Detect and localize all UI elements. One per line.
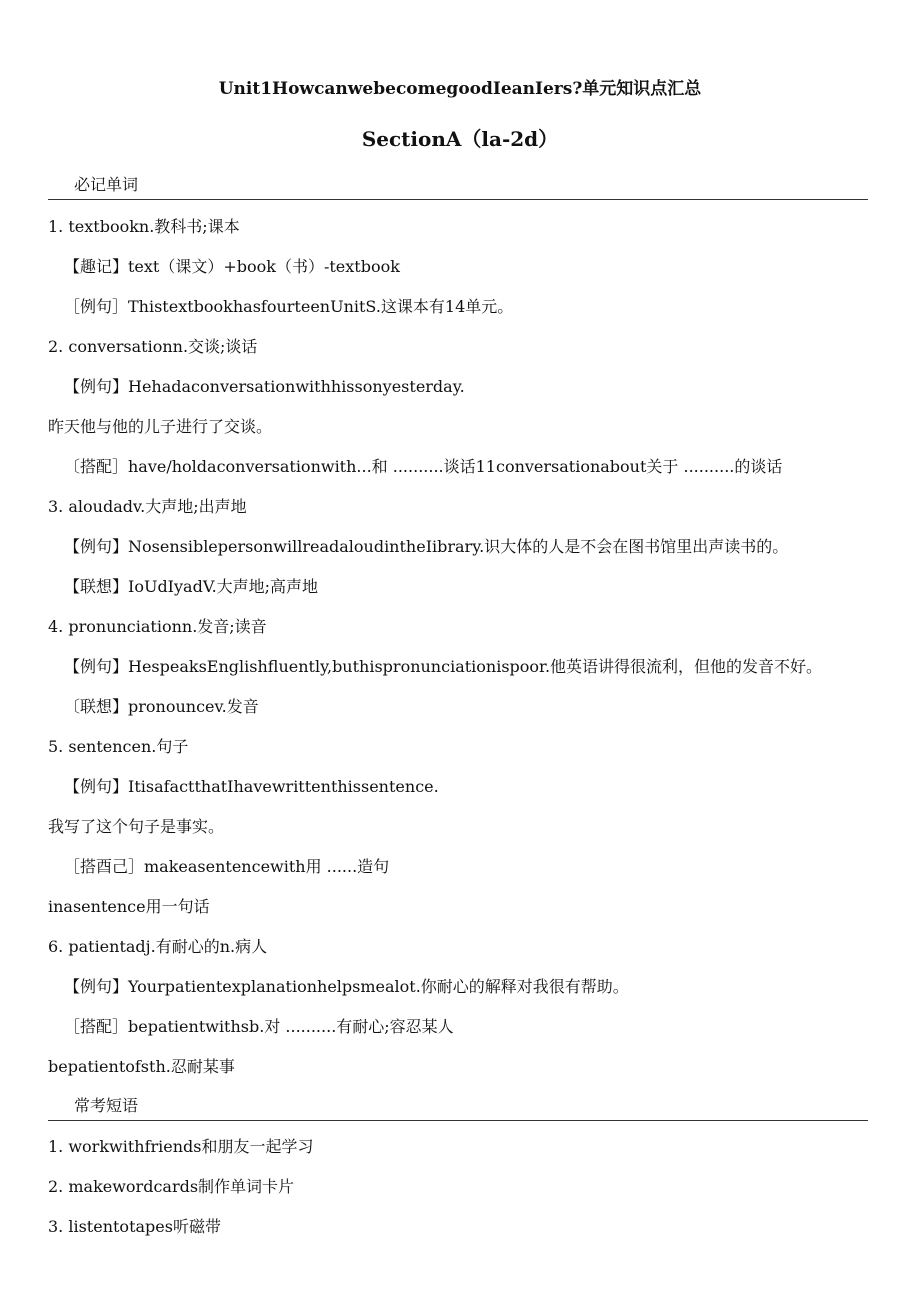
section-subtitle: SectionA（la-2d） (361, 127, 559, 151)
collocation-note: ［搭酉己］makeasentencewith用 ......造句 (64, 857, 390, 876)
vocab-entry-textbook: 1. textbookn.教科书;课本 (48, 217, 240, 236)
example-sentence: 【例句】Yourpatientexplanationhelpsmealot.你耐心的解释对我很有帮助。 (64, 977, 629, 996)
collocation-note: ［搭配］bepatientwithsb.对 ..........有耐心;容忍某人 (64, 1017, 454, 1036)
example-sentence: ［例句］ThistextbookhasfourteenUnitS.这课本有14单元。 (64, 297, 514, 316)
document-title: Unit1HowcanwebecomegoodIeanIers?单元知识点汇总 (218, 79, 702, 99)
memo-note: 【趣记】text（课文）+book（书）-textbook (64, 257, 400, 276)
vocab-entry-conversation: 2. conversationn.交谈;谈话 (48, 337, 258, 356)
phrases-section-heading: 常考短语 (48, 1093, 868, 1121)
collocation-line: inasentence用一句话 (48, 897, 210, 916)
vocab-entry-aloud: 3. aloudadv.大声地;出声地 (48, 497, 247, 516)
phrase-item: 3. listentotapes听磁带 (48, 1217, 221, 1236)
collocation-note: 〔搭配］have/holdaconversationwith...和 ..........谈话11conversationabout关于 ..........的谈话 (64, 457, 783, 476)
vocab-entry-pronunciation: 4. pronunciationn.发音;读音 (48, 617, 267, 636)
example-sentence: 【例句】Hehadaconversationwithhissonyesterday. (64, 377, 465, 396)
vocab-entry-sentence: 5. sentencen.句子 (48, 737, 189, 756)
vocab-section-heading: 必记单词 (48, 172, 868, 200)
example-sentence: 【例句】HespeaksEnglishfluently,buthispronunciationispoor.他英语讲得很流利，但他的发音不好。 (64, 657, 823, 676)
example-sentence: 【例句】ItisafactthatIhavewrittenthissentence. (64, 777, 439, 796)
phrase-item: 2. makewordcards制作单词卡片 (48, 1177, 295, 1196)
translation-line: 昨天他与他的儿子进行了交谈。 (48, 417, 273, 436)
collocation-line: bepatientofsth.忍耐某事 (48, 1057, 235, 1076)
example-sentence: 【例句】NosensiblepersonwillreadaloudintheIibrary.识大体的人是不会在图书馆里出声读书的。 (64, 537, 789, 556)
association-note: 〔联想】pronouncev.发音 (64, 697, 259, 716)
phrase-item: 1. workwithfriends和朋友一起学习 (48, 1137, 314, 1156)
translation-line: 我写了这个句子是事实。 (48, 817, 225, 836)
vocab-entry-patient: 6. patientadj.有耐心的n.病人 (48, 937, 268, 956)
association-note: 【联想】IoUdIyadV.大声地;高声地 (64, 577, 319, 596)
